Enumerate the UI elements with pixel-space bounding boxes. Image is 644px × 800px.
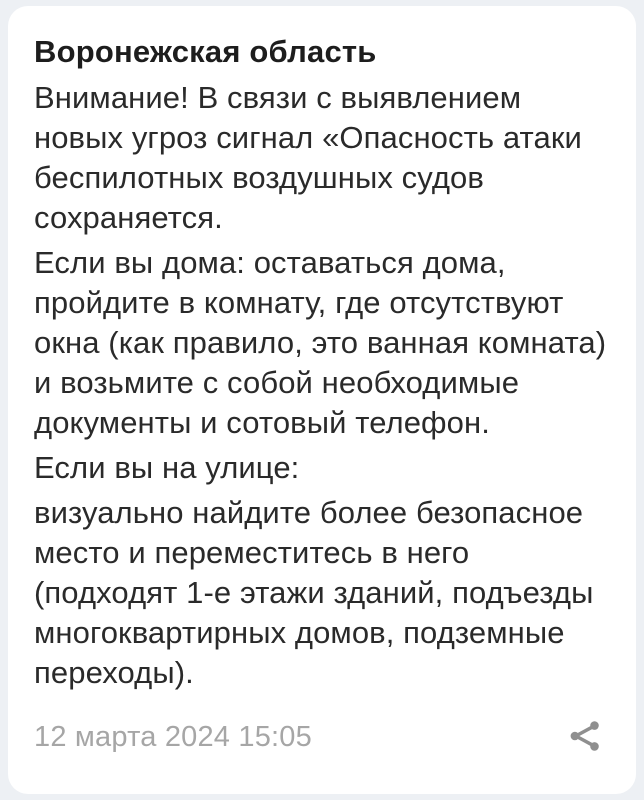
post-card: [8, 6, 636, 794]
post-footer: [34, 712, 606, 762]
post-timestamp: 12 марта 2024 15:05: [34, 721, 312, 753]
post-paragraph: визуально найдите более безопасное место и переместитесь в него (подходят 1-е этажи зданий, подъезды многоквартирных домов, подземные переходы).: [34, 495, 594, 690]
post-paragraph: Если вы дома: оставаться дома, пройдите в комнату, где отсутствуют окна (как правило, это ванная комната) и возьмите с собой необходимые документы и сотовый телефон.: [34, 245, 607, 440]
post-title: Воронежская область: [34, 34, 377, 69]
share-icon: [566, 715, 604, 760]
share-button[interactable]: [564, 714, 606, 760]
post-paragraph: Если вы на улице:: [34, 450, 300, 485]
post-paragraph: Внимание! В связи с выявлением новых угроз сигнал «Опасность атаки беспилотных воздушных судов сохраняется.: [34, 80, 582, 235]
